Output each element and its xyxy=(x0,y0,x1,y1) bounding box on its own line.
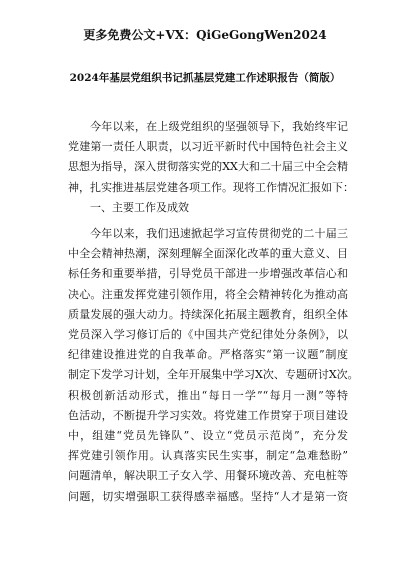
section-line: 决心。注重发挥党建引领作用，将全会精神转化为推动高 xyxy=(68,287,348,301)
document-title: 2024年基层党组织书记抓基层党建工作述职报告（简版） xyxy=(69,72,341,84)
intro-line: 党建第一责任人职责，以习近平新时代中国特色社会主义 xyxy=(68,140,348,154)
section-heading: 一、主要工作及成效 xyxy=(90,201,189,214)
section-line: 色活动，不断提升学习实效。将党建工作贯穿于项目建设 xyxy=(68,408,348,422)
section-line: 积极创新活动形式，推出“每日一学”“每月一测”等特 xyxy=(68,388,348,402)
section-line: 今年以来，我们迅速掀起学习宣传贯彻党的二十届三 xyxy=(90,227,348,240)
section-line: 党员深入学习修订后的《中国共产党纪律处分条例》，以 xyxy=(68,328,348,342)
intro-line: 思想为指导，深入贯彻落实党的XX大和二十届三中全会精 xyxy=(68,160,348,174)
section-line: 中全会精神热潮，深刻理解全面深化改革的重大意义、目 xyxy=(68,247,348,261)
section-paragraph xyxy=(68,224,359,507)
section-line: 问题，切实增强职工获得感幸福感。坚持“人才是第一资 xyxy=(68,489,348,503)
section-line: 问题清单，解决职工子女入学、用餐环境改善、充电桩等 xyxy=(68,469,348,483)
section-line: 纪律建设推进党的自我革命。严格落实“第一议题”制度 xyxy=(68,348,348,362)
section-line: 质量发展的强大动力。持续深化拓展主题教育，组织全体 xyxy=(68,307,348,321)
section-line: 中，组建“党员先锋队”、设立“党员示范岗”，充分发 xyxy=(68,429,348,443)
section-line: 标任务和重要举措，引导党员干部进一步增强改革信心和 xyxy=(68,267,348,281)
section-line: 挥党建引领作用。认真落实民生实事，制定“急难愁盼” xyxy=(68,449,348,463)
watermark-header: 更多免费公文+VX：QiGeGongWen2024 xyxy=(83,28,327,42)
intro-line: 今年以来，在上级党组织的坚强领导下，我始终牢记 xyxy=(90,120,348,133)
intro-paragraph xyxy=(68,117,354,198)
intro-line: 神，扎实推进基层党建各项工作。现将工作情况汇报如下： xyxy=(68,180,354,194)
section-line: 制定下发学习计划，全年开展集中学习X次、专题研讨X次。 xyxy=(68,368,359,382)
